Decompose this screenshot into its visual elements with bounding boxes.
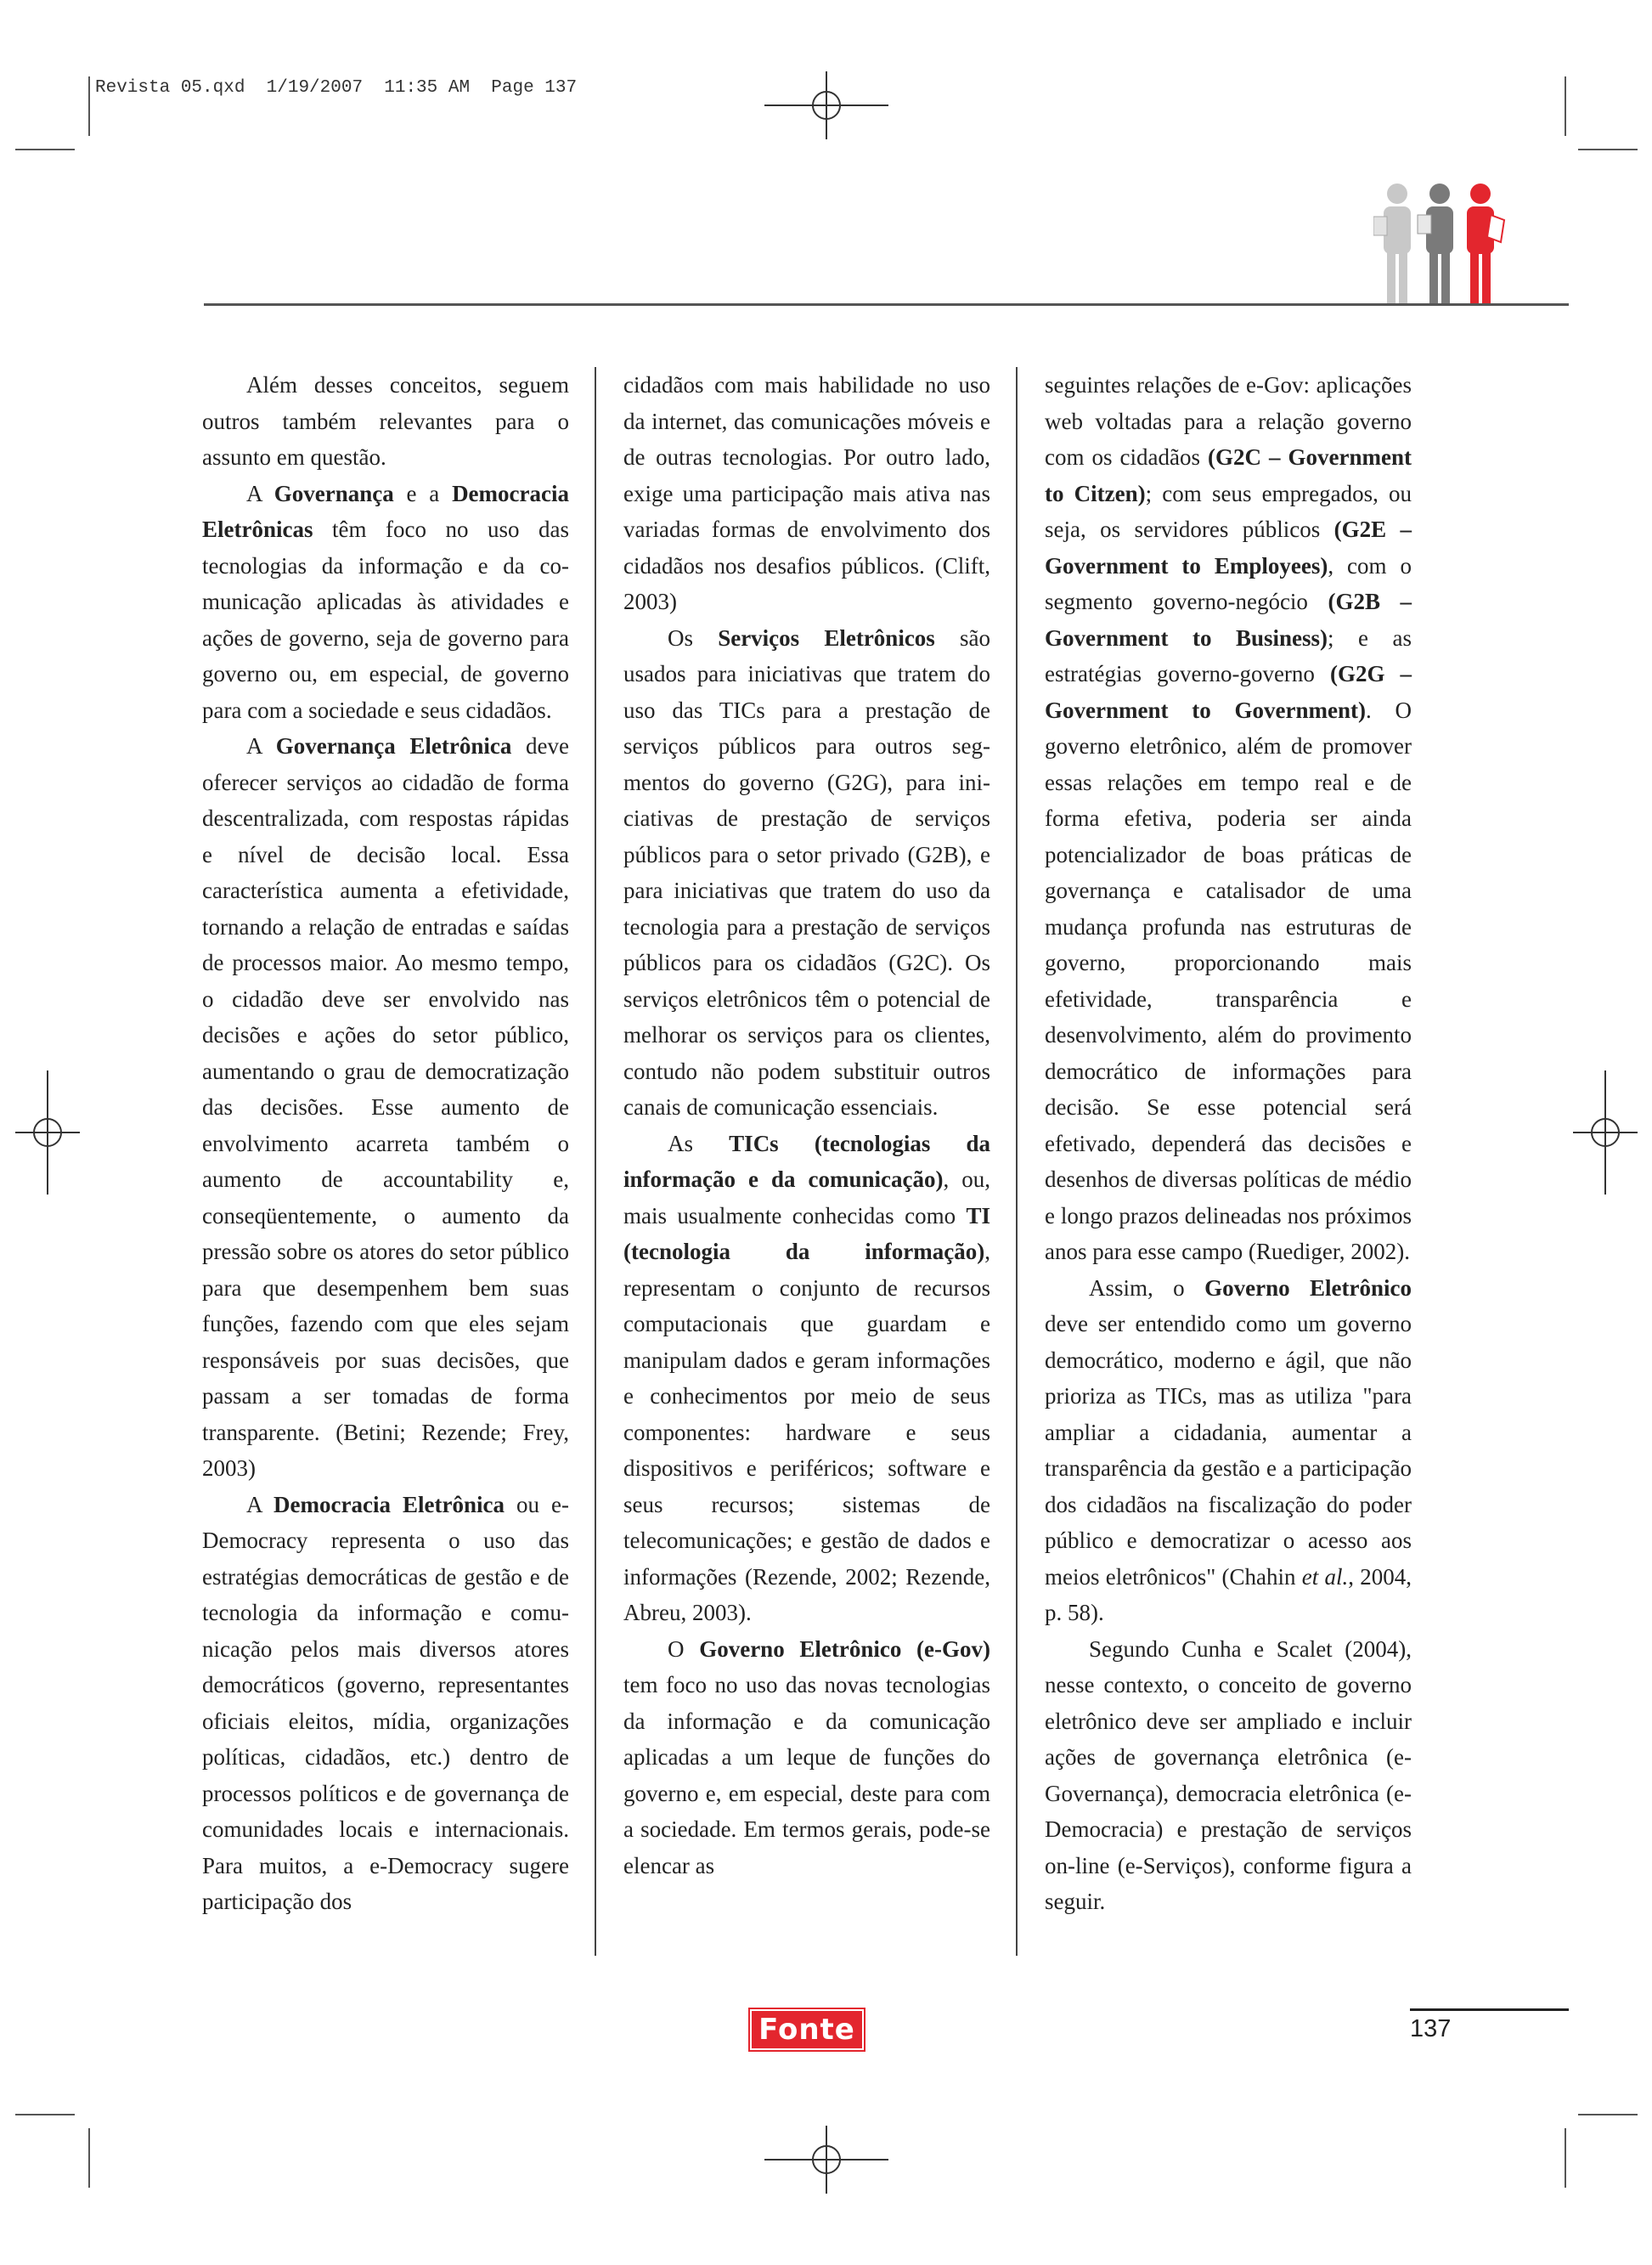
print-slug: Revista 05.qxd 1/19/2007 11:35 AM Page 137 xyxy=(95,78,578,98)
people-logo-icon xyxy=(1373,181,1506,305)
crop-mark xyxy=(15,2114,75,2115)
page-number-rule xyxy=(1410,2008,1569,2011)
registration-mark-icon xyxy=(764,71,888,139)
paragraph: Além desses conceitos, seguem outros também relevantes para o assunto em questão. xyxy=(202,372,569,470)
paragraph: cidadãos com mais habilidade no uso da internet, das comunicações móveis e de outras tecnologias. Por outro lado, exige uma participação mais ativa nas variadas formas de envolvimento dos cidadãos nos desafios públicos. (Clift, 2003) xyxy=(623,372,990,614)
registration-mark-icon xyxy=(1573,1070,1638,1195)
paragraph: Assim, o Governo Eletrônico deve ser entendido como um governo democrático, moderno e ágil, que não prioriza as TICs, mas as utiliza "para ampliar a cidadania, aumentar a transparência da gestão e a participação dos cidadãos na fiscalização do poder público e democratizar o acesso aos meios eletrônicos" (Chahin et al., 2004, p. 58). xyxy=(1045,1274,1412,1625)
crop-mark xyxy=(1565,76,1566,136)
registration-mark-icon xyxy=(15,1070,80,1195)
registration-mark-icon xyxy=(764,2126,888,2194)
text-column-3 xyxy=(1045,367,1412,1920)
paragraph: A Governança Eletrônica deve oferecer serviços ao cidadão de forma descentralizada, com respostas rápidas e nível de decisão local. Essa característica aumenta a efetividade, tornando a relação de entradas e saídas de processos maior. Ao mesmo tempo, o cidadão deve ser envolvido nas decisões e ações do setor público, aumentando o grau de democratização das decisões. Esse aumento de envolvimento acarreta também o aumento de accountability e, conseqüentemente, o aumento da pressão sobre os atores do setor público para que desempenhem bem suas funções, fazendo com que eles sejam responsáveis por suas decisões, que passam a ser tomadas de forma transparente. (Betini; Rezende; Frey, 2003) xyxy=(202,733,569,1481)
crop-mark xyxy=(1565,2128,1566,2188)
paragraph: A Governança e a Democracia Eletrônicas têm foco no uso das tecnologias da informação e da comunicação aplicadas às atividades e ações de governo, seja de governo para governo ou, em especial, de governo para com a sociedade e seus cidadãos. xyxy=(202,480,569,723)
page-number: 137 xyxy=(1410,2015,1452,2042)
paragraph: Segundo Cunha e Scalet (2004), nesse contexto, o conceito de governo eletrônico deve ser ampliado e incluir ações de governança eletrônica (e-Governança), democracia eletrônica (e-Democracia) e prestação de serviços on-line (e-Serviços), conforme figura a seguir. xyxy=(1045,1635,1412,1914)
paragraph: O Governo Eletrônico (e-Gov) tem foco no uso das novas tecnologias da informação e da comunicação aplicadas a um leque de funções do governo e, em especial, deste para com a sociedade. Em termos gerais, pode-se elencar as xyxy=(623,1635,991,1878)
header-rule xyxy=(204,303,1569,306)
text-column-1 xyxy=(202,367,569,1920)
crop-mark xyxy=(88,76,90,136)
paragraph: seguintes relações de e-Gov: aplicações web voltadas para a relação governo com os cidadãos (G2C – Government to Citzen); com seus empregados, ou seja, os servidores públicos (G2E – Government to Employees), com o segmento governo-negócio (G2B – Government to Business); e as estratégias governo-governo (G2G – Government to Government). O governo eletrônico, além de promover essas relações em tempo real e de forma efetiva, poderia ser ainda potencializador de boas práticas de governança e catalisador de uma mudança profunda nas estruturas de governo, proporcionando mais efetividade, transparência e desenvolvimento, além do provimento democrático de informações para decisão. Se esse potencial será efetivado, dependerá das decisões e desenhos de diversas políticas de médio e longo prazos delineadas nos próximos anos para esse campo (Ruediger, 2002). xyxy=(1045,372,1412,1264)
column-divider xyxy=(1016,367,1018,1956)
paragraph: As TICs (tecnologias da informação e da comunicação), ou, mais usualmente conhecidas como TI (tecnologia da informação), representam o conjunto de recursos computacionais que guardam e manipulam dados e geram informações e conhecimentos por meio de seus componentes: hardware e seus dispositivos e periféricos; software e seus recursos; sistemas de telecomunicações; e gestão de dados e informações (Rezende, 2002; Rezende, Abreu, 2003). xyxy=(623,1130,990,1625)
text-column-2 xyxy=(623,367,990,1884)
paragraph: Os Serviços Eletrônicos são usados para iniciativas que tratem do uso das TICs para a prestação de serviços públicos para outros segmentos do governo (G2G), para iniciativas de prestação de serviços públicos para o setor privado (G2B), e para iniciativas que tratem do uso da tecnologia para a prestação de serviços públicos para os cidadãos (G2C). Os serviços eletrônicos têm o potencial de melhorar os serviços para os clientes, contudo não podem substituir outros canais de comunicação essenciais. xyxy=(623,624,990,1120)
fonte-logo: Fonte xyxy=(750,2009,864,2050)
crop-mark xyxy=(88,2128,90,2188)
crop-mark xyxy=(1578,149,1638,150)
column-divider xyxy=(595,367,596,1956)
crop-mark xyxy=(1578,2114,1638,2115)
crop-mark xyxy=(15,149,75,150)
paragraph: A Democracia Eletrônica ou e-Democracy representa o uso das estratégias democráticas de gestão e de tecnologia da informação e comunicação pelos mais diversos atores democráticos (governo, representantes oficiais eleitos, mídia, organizações políticas, cidadãos, etc.) dentro de processos políticos e de governança de comunidades locais e internacionais. Para muitos, a e-Democracy sugere participação dos xyxy=(202,1491,569,1914)
